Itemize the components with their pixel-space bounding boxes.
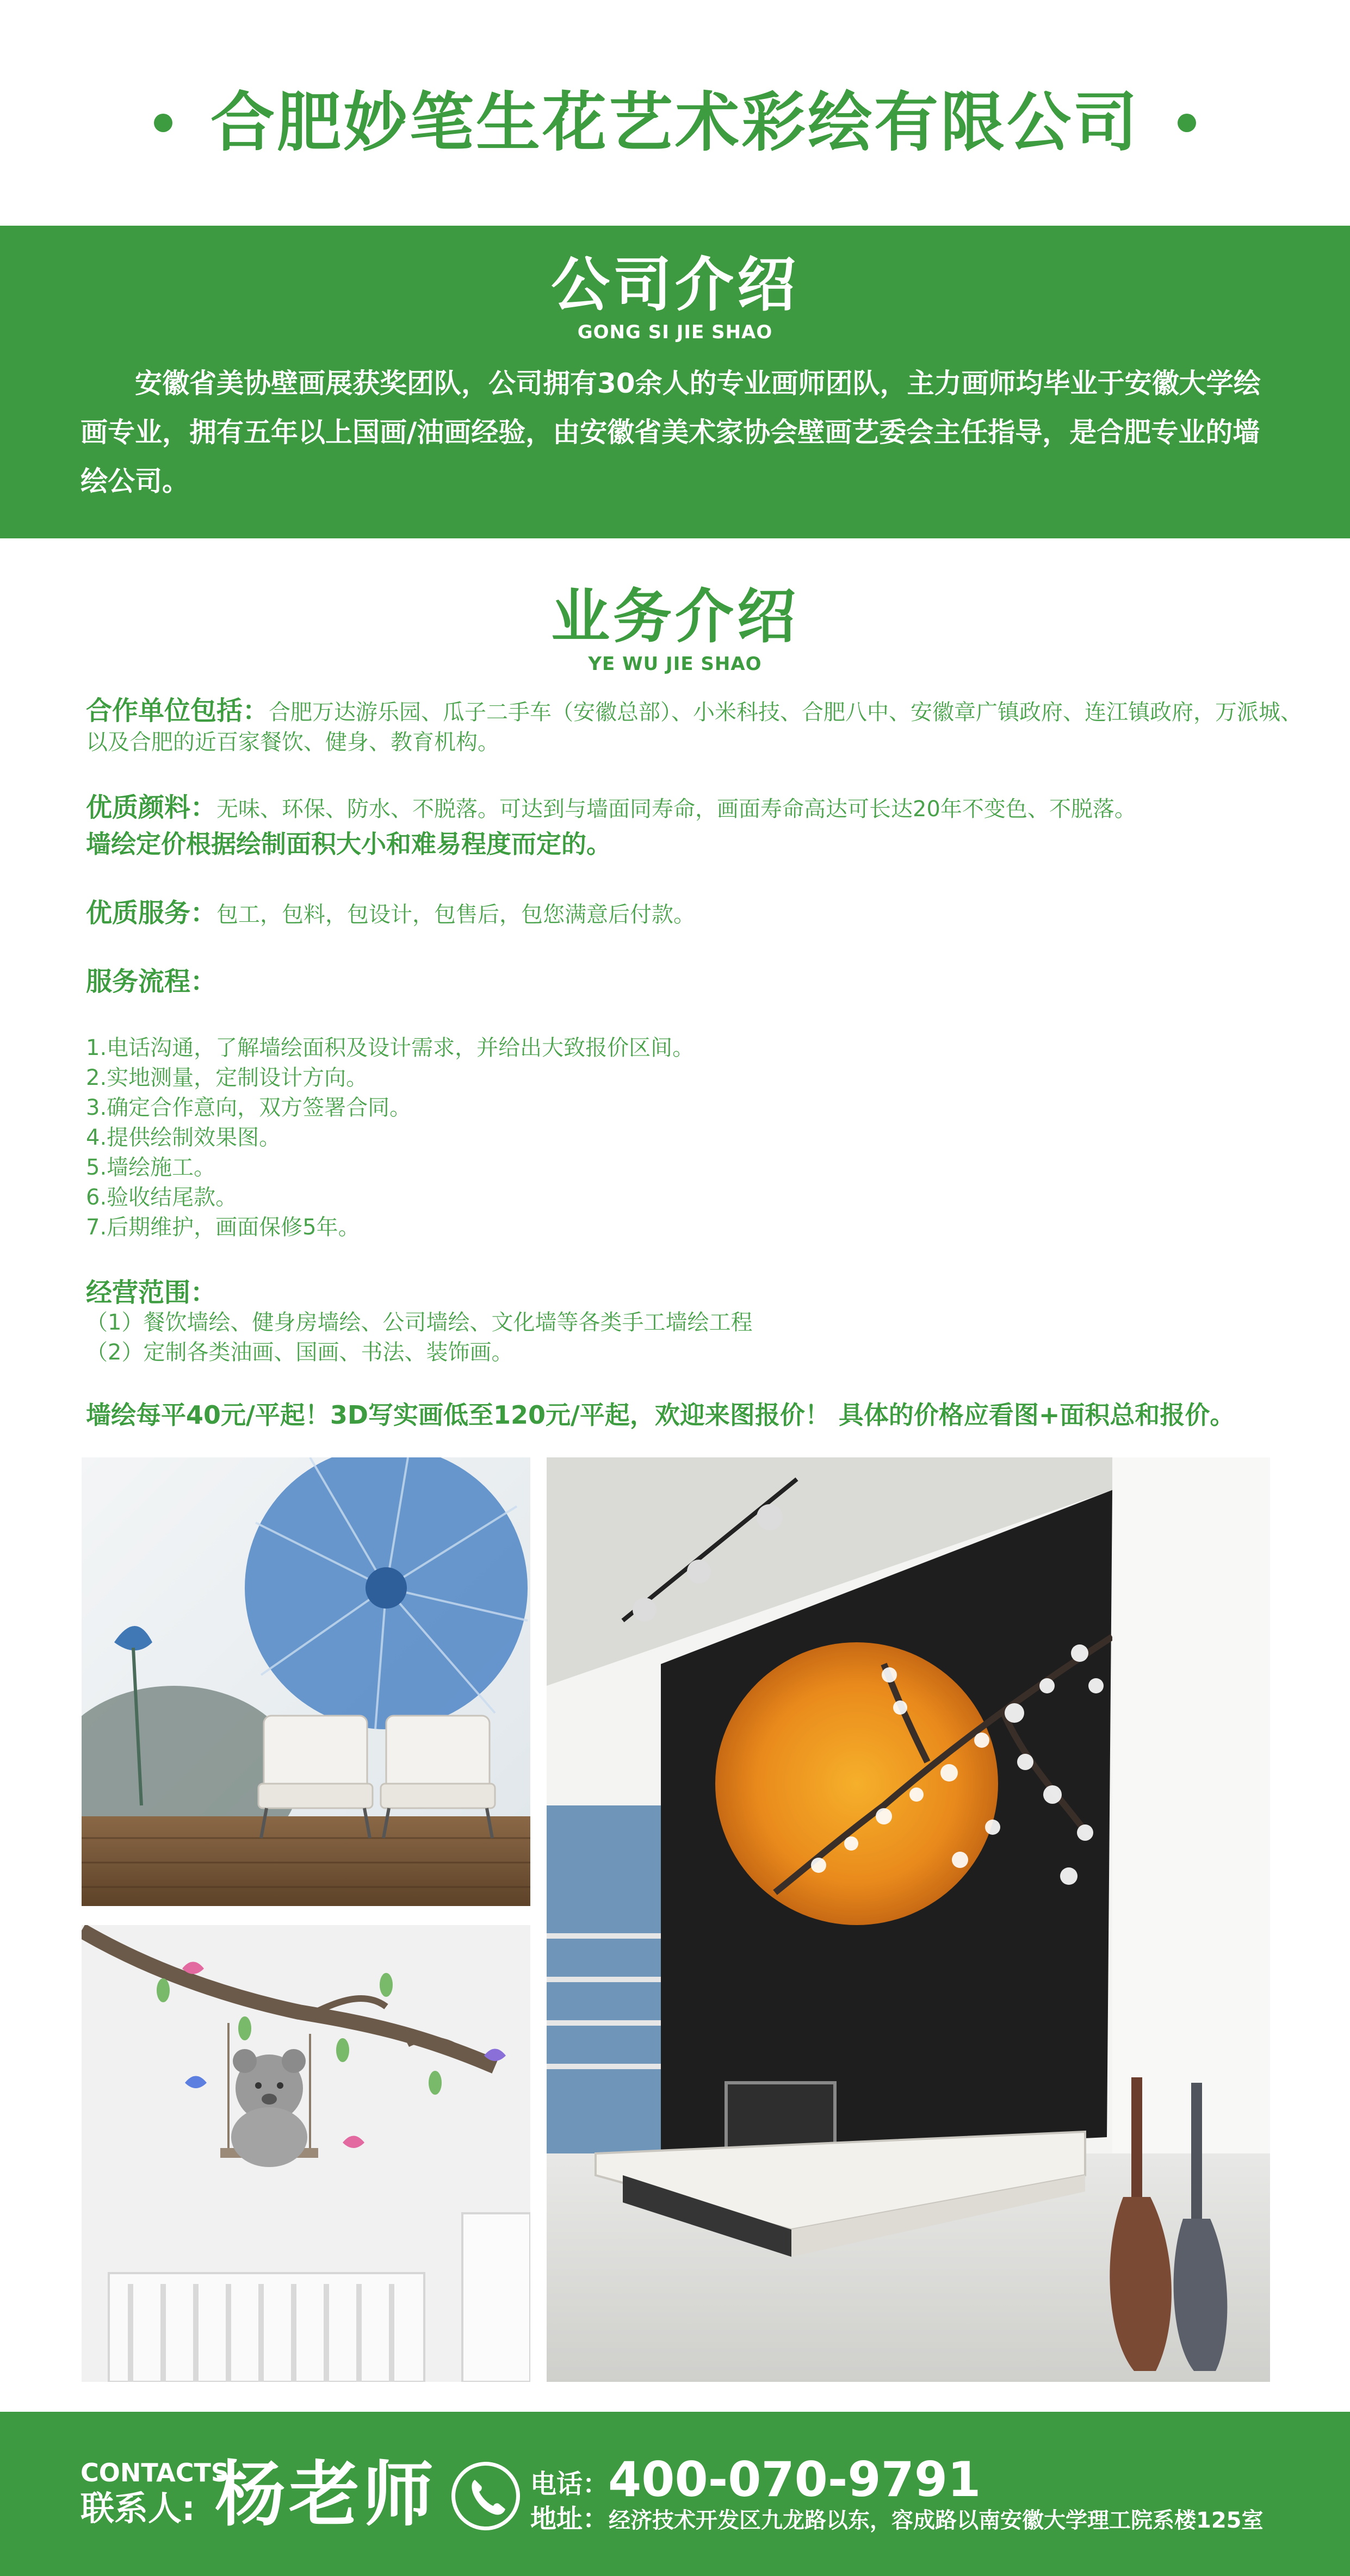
process-step: 1.电话沟通，了解墙绘面积及设计需求，并给出大致报价区间。 (86, 1035, 695, 1060)
contacts-label-cn: 联系人: (80, 2488, 195, 2528)
process-label: 服务流程： (86, 966, 217, 997)
process-step: 2.实地测量，定制设计方向。 (86, 1065, 368, 1090)
paint-block (86, 793, 1315, 824)
partners-block (86, 696, 1315, 758)
process-step: 7.后期维护，画面保修5年。 (86, 1215, 360, 1240)
partners-text: 合肥万达游乐园、瓜子二手车（安徽总部）、小米科技、合肥八中、安徽章广镇政府、连江镇政府，万派城、以及合肥的近百家餐饮、健身、教育机构。 (86, 700, 1303, 755)
paint-label: 优质颜料： (86, 792, 217, 823)
scope-block (86, 1278, 1315, 1368)
scope-label: 经营范围： (86, 1277, 217, 1308)
scope-item: （2）定制各类油画、国画、书法、装饰画。 (86, 1340, 513, 1365)
process-step: 6.验收结尾款。 (86, 1185, 238, 1210)
process-step: 3.确定合作意向，双方签署合同。 (86, 1095, 412, 1120)
service-block (86, 898, 1315, 930)
page-title (0, 71, 1350, 163)
service-text: 包工，包料，包设计，包售后，包您满意后付款。 (216, 902, 696, 927)
lotus-mural-photo (82, 1457, 530, 1906)
tel-label: 电话： (530, 2469, 609, 2499)
business-subtitle: YE WU JIE SHAO (588, 653, 762, 675)
paint-text: 无味、环保、防水、不脱落。可达到与墙面同寿命，画面寿命高达可长达20年不变色、不脱落。 (216, 797, 1136, 822)
pricing-note: 墙绘定价根据绘制面积大小和难易程度而定的。 (86, 829, 611, 859)
bullet-dot-icon (154, 114, 172, 132)
process-label-block (86, 967, 1315, 998)
address-text: 经济技术开发区九龙路以东，容成路以南安徽大学理工院系楼125室 (609, 2508, 1264, 2533)
contacts-label-en: CONTACTS (80, 2458, 230, 2487)
service-label: 优质服务： (86, 898, 217, 928)
address-line (530, 2504, 1264, 2536)
bear-swing-photo (82, 1925, 530, 2382)
intro-heading (0, 253, 1350, 343)
partners-label: 合作单位包括： (86, 696, 269, 726)
tel-number[interactable]: 400-070-9791 (608, 2451, 981, 2507)
bullet-dot-icon (1178, 114, 1196, 132)
process-list (86, 1033, 1315, 1243)
address-label: 地址： (530, 2504, 609, 2534)
process-step: 4.提供绘制效果图。 (86, 1125, 281, 1150)
business-heading (0, 585, 1350, 675)
intro-title: 公司介绍 (550, 251, 799, 319)
scope-item: （1）餐饮墙绘、健身房墙绘、公司墙绘、文化墙等各类手工墙绘工程 (86, 1310, 753, 1335)
company-name: 合肥妙笔生花艺术彩绘有限公司 (210, 85, 1140, 160)
intro-subtitle: GONG SI JIE SHAO (577, 321, 773, 343)
price-line: 墙绘每平40元/平起！3D写实画低至120元/平起，欢迎来图报价！ 具体的价格应看图+面积总和报价。 (86, 1400, 1235, 1430)
phone-icon (451, 2462, 520, 2530)
business-title: 业务介绍 (550, 583, 799, 651)
moon-blossom-livingroom-photo (547, 1457, 1270, 2382)
contact-name: 杨老师 (215, 2453, 437, 2536)
process-step: 5.墙绘施工。 (86, 1155, 216, 1180)
intro-paragraph: 安徽省美协壁画展获奖团队，公司拥有30余人的专业画师团队，主力画师均毕业于安徽大学绘画专业，拥有五年以上国画/油画经验，由安徽省美术家协会壁画艺委会主任指导，是合肥专业的墙绘公司。 (80, 368, 1261, 497)
